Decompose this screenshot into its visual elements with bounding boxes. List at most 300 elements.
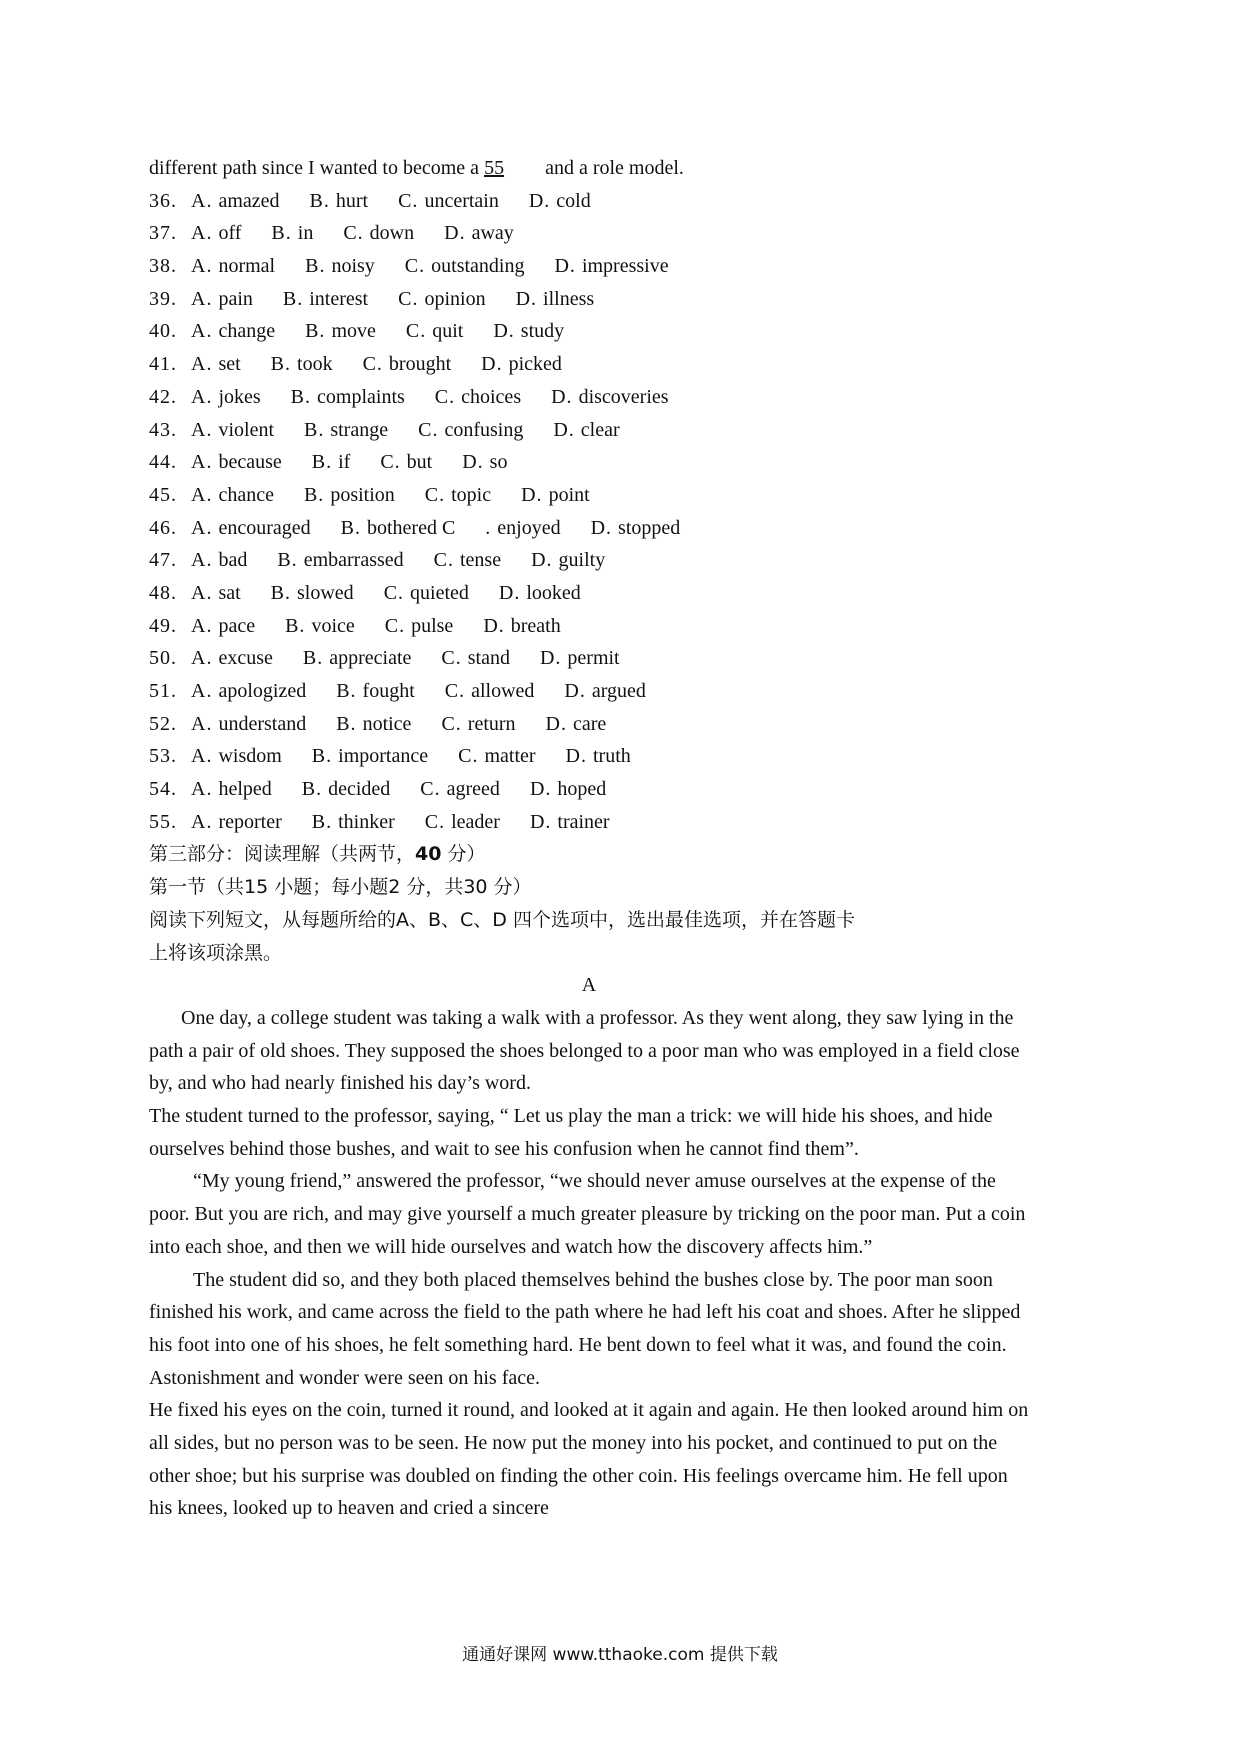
option-text: enjoyed: [497, 516, 561, 539]
option-text: notice: [362, 712, 412, 735]
option-letter: A.: [191, 745, 213, 768]
question-number: 51.: [149, 680, 177, 702]
answer-option: [530, 773, 606, 806]
option-text: reporter: [218, 810, 282, 833]
question-number: 44.: [149, 451, 177, 474]
answer-option: [405, 250, 525, 283]
answer-option: [312, 740, 428, 773]
answer-option: [462, 446, 507, 479]
option-text: uncertain: [424, 189, 499, 212]
option-letter: A.: [191, 418, 213, 441]
option-text: importance: [338, 745, 429, 768]
option-letter: A.: [191, 680, 213, 702]
option-text: care: [573, 712, 607, 735]
section3-heading-text: 第三部分：阅读理解（共两节，: [149, 843, 416, 866]
option-letter: B.: [305, 255, 326, 278]
option-text: set: [218, 353, 241, 376]
option-text: trainer: [557, 810, 610, 833]
answer-option: [191, 315, 275, 348]
answer-option: [398, 283, 485, 316]
question-number: 46.: [149, 516, 177, 539]
option-letter: A.: [191, 287, 213, 310]
option-text: amazed: [218, 189, 280, 212]
answer-option: [336, 675, 415, 708]
option-text: understand: [218, 712, 307, 735]
option-text: appreciate: [329, 647, 412, 670]
question-row: [149, 315, 1029, 348]
question-row: [149, 577, 1029, 610]
option-letter: A.: [191, 353, 213, 376]
option-text: brought: [388, 353, 452, 376]
option-letter: D.: [529, 810, 552, 833]
option-letter: C.: [418, 418, 439, 441]
option-letter: A.: [191, 451, 213, 474]
option-text: impressive: [581, 255, 669, 278]
answer-option: [385, 610, 454, 643]
question-number: 49.: [149, 614, 177, 637]
option-text: in: [297, 222, 314, 245]
question-row: [149, 479, 1029, 512]
section3-heading-score: 40: [415, 843, 442, 866]
answer-option: [191, 577, 241, 610]
question-number: 39.: [149, 287, 177, 310]
option-letter: A.: [191, 647, 213, 670]
option-letter: C.: [383, 581, 405, 604]
option-text: looked: [526, 581, 581, 604]
option-letter: C.: [380, 451, 401, 474]
option-text: matter: [484, 745, 536, 768]
answer-option: [483, 610, 560, 643]
option-text: discoveries: [578, 385, 669, 408]
option-text: quieted: [410, 581, 469, 604]
answer-option: [191, 773, 272, 806]
option-text: hurt: [335, 189, 369, 212]
question-row: [149, 806, 1029, 839]
option-letter: A.: [191, 810, 213, 833]
option-text: clear: [580, 418, 620, 441]
question-row: [149, 217, 1029, 250]
answer-option: [418, 414, 523, 447]
question-row: [149, 185, 1029, 218]
answer-option: [546, 708, 607, 741]
answer-option: [540, 642, 620, 675]
option-text: topic: [451, 483, 492, 506]
option-letter: A.: [191, 255, 213, 278]
option-letter: B.: [282, 287, 304, 310]
option-letter: D.: [528, 189, 551, 212]
question-row: [149, 446, 1029, 479]
section3-subheading: 第一节（共15 小题；每小题2 分，共30 分）: [149, 876, 532, 899]
option-text: bothered C: [366, 516, 456, 539]
question-row: [149, 348, 1029, 381]
question-number: 50.: [149, 647, 177, 670]
question-row: [149, 512, 1029, 545]
question-number: 42.: [149, 385, 177, 408]
option-text: interest: [309, 287, 369, 310]
option-letter: D.: [529, 778, 552, 801]
option-letter: D.: [553, 418, 575, 441]
option-text: pulse: [411, 614, 454, 637]
answer-option: [441, 708, 515, 741]
answer-option: [343, 217, 414, 250]
answer-option: [312, 446, 351, 479]
option-letter: B.: [311, 745, 333, 768]
answer-option: [341, 512, 456, 545]
answer-option: [485, 512, 560, 545]
answer-option: [406, 315, 463, 348]
option-text: complaints: [317, 385, 405, 408]
option-letter: B.: [311, 451, 333, 474]
question-number: 41.: [149, 353, 177, 376]
option-letter: B.: [336, 712, 357, 735]
option-text: wisdom: [218, 745, 282, 768]
option-letter: D.: [498, 581, 521, 604]
question-row: [149, 283, 1029, 316]
option-text: hoped: [557, 778, 607, 801]
answer-option: [271, 217, 313, 250]
answer-option: [425, 806, 500, 839]
option-text: leader: [451, 810, 500, 833]
answer-option: [554, 250, 668, 283]
answer-option: [191, 708, 306, 741]
answer-option: [285, 610, 355, 643]
option-text: opinion: [424, 287, 486, 310]
answer-option: [380, 446, 432, 479]
answer-option: [564, 675, 646, 708]
answer-option: [191, 185, 280, 218]
answer-option: [566, 740, 631, 773]
blank-number: 55: [484, 157, 505, 179]
answer-option: [302, 773, 391, 806]
answer-option: [420, 773, 500, 806]
option-letter: B.: [340, 516, 361, 539]
question-number: 47.: [149, 549, 177, 572]
answer-option: [304, 414, 388, 447]
intro-after: and a role model.: [545, 157, 684, 179]
option-text: thinker: [338, 810, 395, 833]
passage-paragraph-2: The student turned to the professor, saying, “ Let us play the man a trick: we will hide his shoes, and hide ourselves behind those bushes, and wait to see his confusion when he cannot find them”.: [149, 1104, 993, 1160]
intro-line: [149, 152, 1029, 185]
option-text: fought: [362, 680, 415, 702]
question-number: 37.: [149, 222, 177, 245]
passage-title: A: [581, 974, 597, 997]
option-letter: B.: [311, 810, 333, 833]
option-text: but: [406, 451, 433, 474]
answer-option: [277, 544, 403, 577]
question-number: 40.: [149, 320, 177, 343]
answer-option: [191, 740, 282, 773]
option-letter: A.: [191, 712, 213, 735]
answer-option: [191, 446, 282, 479]
question-row: [149, 642, 1029, 675]
option-letter: C.: [343, 222, 364, 245]
answer-option: [521, 479, 590, 512]
answer-option: [493, 315, 564, 348]
option-letter: D.: [539, 647, 562, 670]
answer-option: [191, 642, 273, 675]
option-letter: B.: [302, 647, 324, 670]
question-number: 38.: [149, 255, 177, 278]
option-text: took: [297, 353, 333, 376]
option-letter: A.: [191, 320, 213, 343]
question-number: 43.: [149, 418, 177, 441]
answer-option: [310, 185, 369, 218]
option-text: outstanding: [431, 255, 525, 278]
question-row: [149, 610, 1029, 643]
intro-before: different path since I wanted to become a: [149, 157, 480, 179]
option-letter: D.: [493, 320, 515, 343]
option-letter: D.: [481, 353, 503, 376]
option-text: decided: [328, 778, 391, 801]
option-text: tense: [459, 549, 502, 572]
option-text: excuse: [218, 647, 273, 670]
option-text: truth: [593, 745, 631, 768]
question-number: 53.: [149, 745, 177, 768]
option-letter: D.: [590, 516, 613, 539]
option-letter: C.: [458, 745, 479, 768]
exam-page: [149, 152, 1029, 1525]
answer-option: [305, 250, 375, 283]
option-text: stand: [467, 647, 510, 670]
option-text: point: [548, 483, 590, 506]
answer-option: [191, 283, 253, 316]
answer-option: [434, 544, 501, 577]
answer-option: [425, 479, 491, 512]
option-letter: B.: [336, 680, 357, 702]
answer-option: [191, 675, 306, 708]
page-footer: 通通好课网 www.tthaoke.com 提供下载: [462, 1645, 778, 1665]
option-letter: A.: [191, 385, 213, 408]
option-letter: C.: [444, 680, 466, 702]
answer-option: [283, 283, 368, 316]
option-text: choices: [461, 385, 522, 408]
option-letter: C.: [405, 320, 427, 343]
option-letter: B.: [285, 614, 306, 637]
option-letter: B.: [270, 581, 292, 604]
option-letter: B.: [304, 418, 325, 441]
option-text: because: [218, 451, 282, 474]
answer-option: [191, 250, 275, 283]
answer-option: [529, 185, 591, 218]
option-text: illness: [543, 287, 595, 310]
answer-option: [191, 610, 255, 643]
option-text: bad: [218, 549, 248, 572]
option-letter: A.: [191, 516, 213, 539]
option-letter: D.: [444, 222, 466, 245]
option-letter: A.: [191, 778, 213, 801]
option-text: pain: [218, 287, 253, 310]
answer-option: [336, 708, 411, 741]
option-letter: D.: [565, 745, 587, 768]
option-text: return: [467, 712, 516, 735]
option-letter: C.: [398, 189, 419, 212]
option-letter: A.: [191, 549, 213, 572]
option-letter: D.: [483, 614, 505, 637]
option-text: allowed: [471, 680, 535, 702]
answer-option: [384, 577, 469, 610]
answer-option: [531, 544, 605, 577]
section3-heading: [149, 838, 1029, 871]
answer-option: [435, 381, 521, 414]
option-text: normal: [218, 255, 276, 278]
option-letter: A.: [191, 483, 213, 506]
option-letter: D.: [515, 287, 538, 310]
section3-heading-unit: 分）: [441, 843, 486, 866]
question-row: [149, 381, 1029, 414]
answer-option: [191, 512, 311, 545]
question-row: [149, 250, 1029, 283]
passage-paragraph-1: One day, a college student was taking a walk with a professor. As they went along, they saw lying in the path a pair of old shoes. They supposed the shoes belonged to a poor man who was employed in a field close by, and who had nearly finished his day’s word.: [149, 1006, 1020, 1095]
option-text: picked: [508, 353, 562, 376]
option-text: study: [520, 320, 565, 343]
answer-option: [516, 283, 595, 316]
answer-option: [271, 577, 354, 610]
option-text: violent: [218, 418, 274, 441]
option-text: move: [331, 320, 376, 343]
option-text: apologized: [218, 680, 307, 702]
passage-paragraph-3: “My young friend,” answered the professor, “we should never amuse ourselves at the expense of the poor. But you are rich, and may give yourself a much greater pleasure by tricking on the poor man. Put a coin into each shoe, and then we will hide ourselves and watch how the discovery affects him.”: [149, 1170, 1026, 1258]
option-letter: C.: [398, 287, 419, 310]
option-letter: C.: [424, 810, 446, 833]
question-list: [149, 185, 1029, 839]
option-text: guilty: [558, 549, 606, 572]
option-text: chance: [218, 483, 274, 506]
answer-option: [271, 348, 333, 381]
option-letter: A.: [191, 222, 213, 245]
option-text: permit: [567, 647, 620, 670]
option-letter: C.: [434, 385, 456, 408]
question-number: 55.: [149, 810, 177, 833]
option-text: sat: [218, 581, 241, 604]
option-letter: C.: [420, 778, 441, 801]
option-text: breath: [510, 614, 561, 637]
option-text: if: [338, 451, 351, 474]
option-letter: D.: [545, 712, 567, 735]
answer-option: [191, 414, 274, 447]
option-text: noisy: [331, 255, 375, 278]
answer-option: [444, 217, 514, 250]
option-text: agreed: [446, 778, 500, 801]
answer-option: [291, 381, 405, 414]
option-text: so: [489, 451, 508, 474]
answer-option: [303, 642, 412, 675]
option-letter: C.: [433, 549, 454, 572]
question-row: [149, 414, 1029, 447]
option-text: embarrassed: [303, 549, 404, 572]
question-row: [149, 740, 1029, 773]
option-text: quit: [432, 320, 464, 343]
question-row: [149, 708, 1029, 741]
answer-option: [441, 642, 510, 675]
answer-option: [445, 675, 535, 708]
answer-option: [191, 806, 282, 839]
option-letter: C.: [424, 483, 446, 506]
option-text: away: [471, 222, 514, 245]
answer-option: [191, 544, 247, 577]
option-text: encouraged: [218, 516, 311, 539]
option-text: jokes: [218, 385, 261, 408]
answer-option: [304, 479, 395, 512]
answer-option: [305, 315, 376, 348]
instruction-line-1: 阅读下列短文，从每题所给的A、B、C、D 四个选项中，选出最佳选项，并在答题卡: [149, 908, 855, 931]
question-number: 48.: [149, 581, 177, 604]
option-text: off: [218, 222, 242, 245]
option-letter: C.: [441, 712, 462, 735]
answer-option: [481, 348, 562, 381]
option-letter: B.: [271, 222, 292, 245]
answer-option: [553, 414, 619, 447]
instruction-line-2: 上将该项涂黑。: [149, 941, 283, 964]
answer-option: [458, 740, 535, 773]
answer-option: [312, 806, 395, 839]
answer-option: [191, 479, 274, 512]
option-letter: D.: [564, 680, 586, 702]
option-letter: B.: [270, 353, 292, 376]
option-letter: B.: [290, 385, 312, 408]
option-letter: D.: [554, 255, 576, 278]
option-letter: B.: [277, 549, 298, 572]
answer-option: [530, 806, 610, 839]
option-letter: A.: [191, 614, 213, 637]
option-text: strange: [330, 418, 389, 441]
answer-option: [191, 217, 241, 250]
option-letter: B.: [305, 320, 326, 343]
answer-option: [363, 348, 452, 381]
option-letter: B.: [303, 483, 325, 506]
option-letter: C.: [384, 614, 406, 637]
question-number: 52.: [149, 712, 177, 735]
option-letter: .: [485, 516, 492, 539]
option-letter: B.: [301, 778, 323, 801]
option-text: slowed: [297, 581, 354, 604]
option-text: helped: [218, 778, 272, 801]
question-row: [149, 544, 1029, 577]
option-letter: D.: [551, 385, 573, 408]
option-text: confusing: [444, 418, 524, 441]
passage-paragraph-5: He fixed his eyes on the coin, turned it round, and looked at it again and again. He then looked around him on all sides, but no person was to be seen. He now put the money into his pocket, and continued to put on the other shoe; but his surprise was doubled on finding the other coin. His feelings overcame him. He fell upon his knees, looked up to heaven and cried a sincere: [149, 1399, 1029, 1520]
option-letter: A.: [191, 189, 213, 212]
question-row: [149, 773, 1029, 806]
answer-option: [191, 381, 261, 414]
option-text: voice: [311, 614, 355, 637]
option-letter: D.: [462, 451, 484, 474]
option-text: cold: [556, 189, 591, 212]
option-text: down: [369, 222, 415, 245]
question-number: 36.: [149, 189, 177, 212]
option-text: stopped: [618, 516, 681, 539]
passage-paragraph-4: The student did so, and they both placed themselves behind the bushes close by. The poor man soon finished his work, and came across the field to the path where he had left his coat and shoes. After he slipped his foot into one of his shoes, he felt something hard. He bent down to feel what it was, and found the coin. Astonishment and wonder were seen on his face.: [149, 1268, 1021, 1389]
answer-option: [191, 348, 241, 381]
option-text: argued: [591, 680, 646, 702]
answer-option: [398, 185, 499, 218]
option-letter: C.: [404, 255, 426, 278]
answer-option: [551, 381, 668, 414]
option-text: position: [330, 483, 395, 506]
option-letter: C.: [362, 353, 383, 376]
question-row: [149, 675, 1029, 708]
option-letter: D.: [531, 549, 553, 572]
answer-option: [499, 577, 581, 610]
option-letter: B.: [309, 189, 330, 212]
answer-option: [591, 512, 681, 545]
option-letter: D.: [521, 483, 543, 506]
question-number: 45.: [149, 483, 177, 506]
question-number: 54.: [149, 778, 177, 801]
option-text: change: [218, 320, 276, 343]
option-text: pace: [218, 614, 256, 637]
option-letter: C.: [441, 647, 462, 670]
option-letter: A.: [191, 581, 213, 604]
